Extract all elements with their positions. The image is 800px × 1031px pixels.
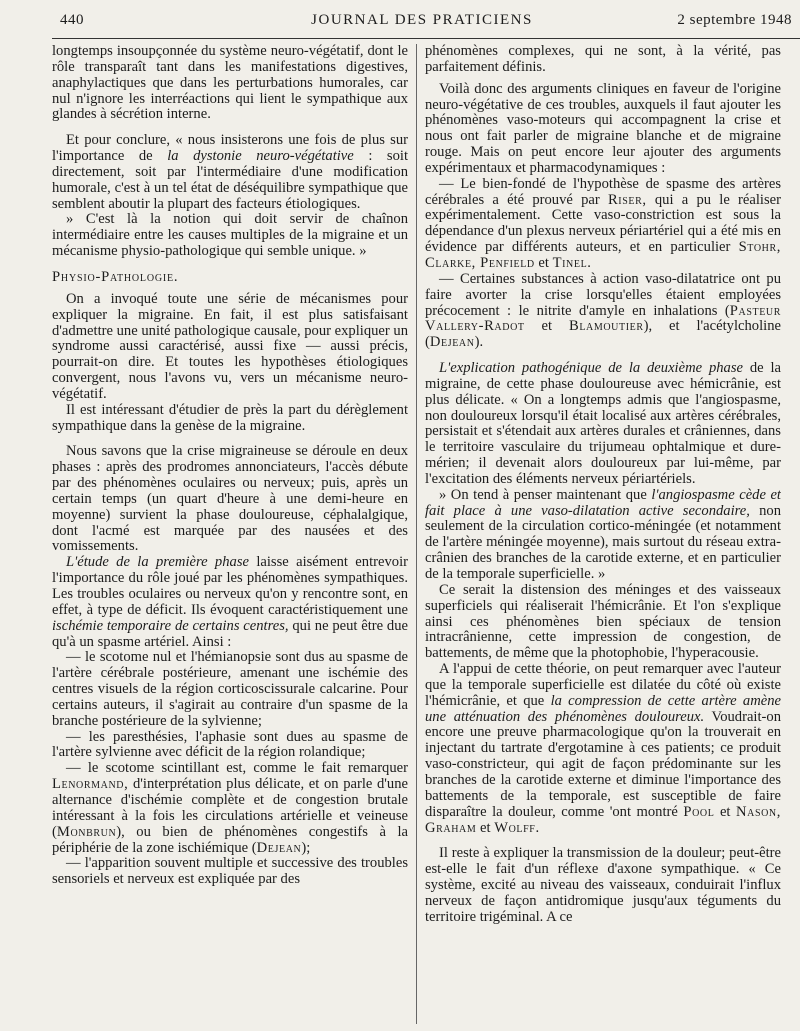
- paragraph: — les paresthésies, l'aphasie sont dues au spasme de l'artère sylvienne avec déficit de la région rolandique;: [52, 728, 408, 761]
- right-column: [425, 44, 781, 1029]
- page-number: 440: [60, 12, 84, 28]
- paragraph: L'étude de la première phase laisse aisément entrevoir l'importance du rôle joué par les phénomènes sympathiques. Les troubles oculaires ou nerveux qu'on y rencontre sont, en effet, à type de déficit. Ils évoquent caractéristiquement une ischémie temporaire de certains centres, qui ne peut être due qu'à un spasme artériel. Ainsi :: [52, 554, 408, 650]
- page-header: [52, 12, 792, 34]
- paragraph: longtemps insoupçonnée du système neuro-végétatif, dont le rôle transparaît tant dans les manifestations digestives, anaphylactiques que dans les perturbations humorales, car nul n'ignore les interréactions qui lient le sympathique aux glandes à sécrétion interne.: [52, 44, 408, 123]
- paragraph: — Certaines substances à action vaso-dilatatrice ont pu faire avorter la crise lorsqu'elles étaient employées précocement : le nitrite d'amyle en inhalations (Pasteur Vallery-Radot et Blamoutier), et l'acétylcholine (Dejean).: [425, 270, 781, 351]
- header-rule: [52, 38, 800, 39]
- paragraph: » On tend à penser maintenant que l'angiospasme cède et fait place à une vaso-dilatation active secondaire, non seulement de la circulation cortico-méningée (et notamment de l'artère méningée moyenne), mais surtout du réseau extra-crânien des branches de la carotide externe, et en particulier de la temporale superficielle. »: [425, 486, 781, 582]
- left-column: [52, 44, 408, 1029]
- paragraph: — le scotome nul et l'hémianopsie sont dus au spasme de l'artère cérébrale postérieure, amenant une ischémie des centres visuels de la région corticoscissurale calcarine. Pour certains auteurs, il s'agirait au contraire d'un spasme de la branche postérieure de la sylvienne;: [52, 649, 408, 729]
- paragraph: Il reste à expliquer la transmission de la douleur; peut-être est-elle le fait d'un réflexe d'axone sympathique. « Ce système, excité au niveau des vaisseaux, conduirait l'influx nerveux de façon antidromique jusqu'aux téguments du territoire trigéminal. A ce: [425, 845, 781, 925]
- paragraph: phénomènes complexes, qui ne sont, à la vérité, pas parfaitement définis.: [425, 44, 781, 75]
- paragraph: L'explication pathogénique de la deuxième phase de la migraine, de cette phase douloureuse avec hémicrânie, est plus délicate. « On a longtemps admis que l'angiospasme, non douloureux lorsqu'il était localisé aux artères cérébrales, persistait et s'étendait aux artères durales et crâniennes, dans le territoire vasculaire du trijumeau ophtalmique et dure-mérien; il devenait alors douloureux par lui-même, par l'excitation des éléments nerveux périartériels.: [425, 360, 781, 487]
- column-divider: [416, 44, 417, 1024]
- paragraph: A l'appui de cette théorie, on peut remarquer avec l'auteur que la temporale superficielle est dilatée du côté où existe l'hémicrânie, et que la compression de cette artère amène une atténuation des phénomènes douloureux. Voudrait-on encore une preuve pharmacologique qu'on la trouverait en injectant du tartrate d'ergotamine à ces patients; ce produit vaso-constricteur, qui agit de façon prédominante sur les branches de la carotide externe et diminue l'importance des battements de la temporale, est susceptible de faire disparaître la douleur, comme 'ont montré Pool et Nason, Graham et Wolff.: [425, 661, 781, 836]
- paragraph: » C'est là la notion qui doit servir de chaînon intermédiaire entre les causes multiples de la migraine et un mécanisme physio-pathologique qui semble unique. »: [52, 211, 408, 260]
- paragraph: — le scotome scintillant est, comme le fait remarquer Lenormand, d'interprétation plus délicate, et on parle d'une alternance d'ischémie complète et de congestion brutale intéressant à la fois les circulations artérielle et veineuse (Monbrun), ou bien de phénomènes congestifs à la périphérie de la zone ischiémique (Dejean);: [52, 760, 408, 856]
- paragraph: Nous savons que la crise migraineuse se déroule en deux phases : après des prodromes annonciateurs, l'accès débute par des phénomènes oculaires ou nerveux; puis, après un certain temps (un quart d'heure à une demi-heure en moyenne) survient la phase douloureuse, céphalalgique, dont l'acmé est marquée par des nausées et des vomissements.: [52, 443, 408, 555]
- paragraph: Ce serait la distension des méninges et des vaisseaux superficiels qui réaliserait l'hémicrânie. Et l'on s'explique ainsi ces phénomènes bien spéciaux de tension intracrânienne, cette impression de congestion, de battements, de même que la photophobie, l'hyperacousie.: [425, 581, 781, 662]
- paragraph: — l'apparition souvent multiple et successive des troubles sensoriels et nerveux est expliquée par des: [52, 855, 408, 888]
- paragraph: On a invoqué toute une série de mécanismes pour expliquer la migraine. En fait, il est plus satisfaisant d'admettre une unité pathologique causale, pour expliquer un syndrome aussi caractérisé, aussi fixe — aussi précis, pourrait-on dire. Et toutes les hypothèses étiologiques convergent, nous l'avons vu, vers un mécanisme neuro-végétatif.: [52, 290, 408, 402]
- paragraph: Et pour conclure, « nous insisterons une fois de plus sur l'importance de la dystonie neuro-végétative : soit directement, soit par l'intermédiaire d'une modification humorale, c'est à un tel état de déséquilibre sympathique que semblent aboutir la plupart des facteurs étiologiques.: [52, 132, 408, 212]
- paragraph: — Le bien-fondé de l'hypothèse de spasme des artères cérébrales a été prouvé par Riser, qui a pu le réaliser expérimentalement. Cette vaso-constriction est sous la dépendance d'un plexus nerveux périartériel qui a été mis en évidence par différents auteurs, et en particulier Stohr, Clarke, Penfield et Tinel.: [425, 175, 781, 271]
- paragraph: Voilà donc des arguments cliniques en faveur de l'origine neuro-végétative de ces troubles, auxquels il faut ajouter les phénomènes vaso-moteurs qui accompagnent la crise et nous ont fait parler de migraine blanche et de migraine rouge. Mais on peut encore leur ajouter des arguments expérimentaux et pharmacodynamiques :: [425, 80, 781, 176]
- journal-title: JOURNAL DES PRATICIENS: [311, 12, 533, 28]
- section-heading: Physio-Pathologie.: [52, 268, 179, 285]
- paragraph: Il est intéressant d'étudier de près la part du dérèglement sympathique dans la genèse de la migraine.: [52, 401, 408, 434]
- issue-date: 2 septembre 1948: [677, 12, 792, 28]
